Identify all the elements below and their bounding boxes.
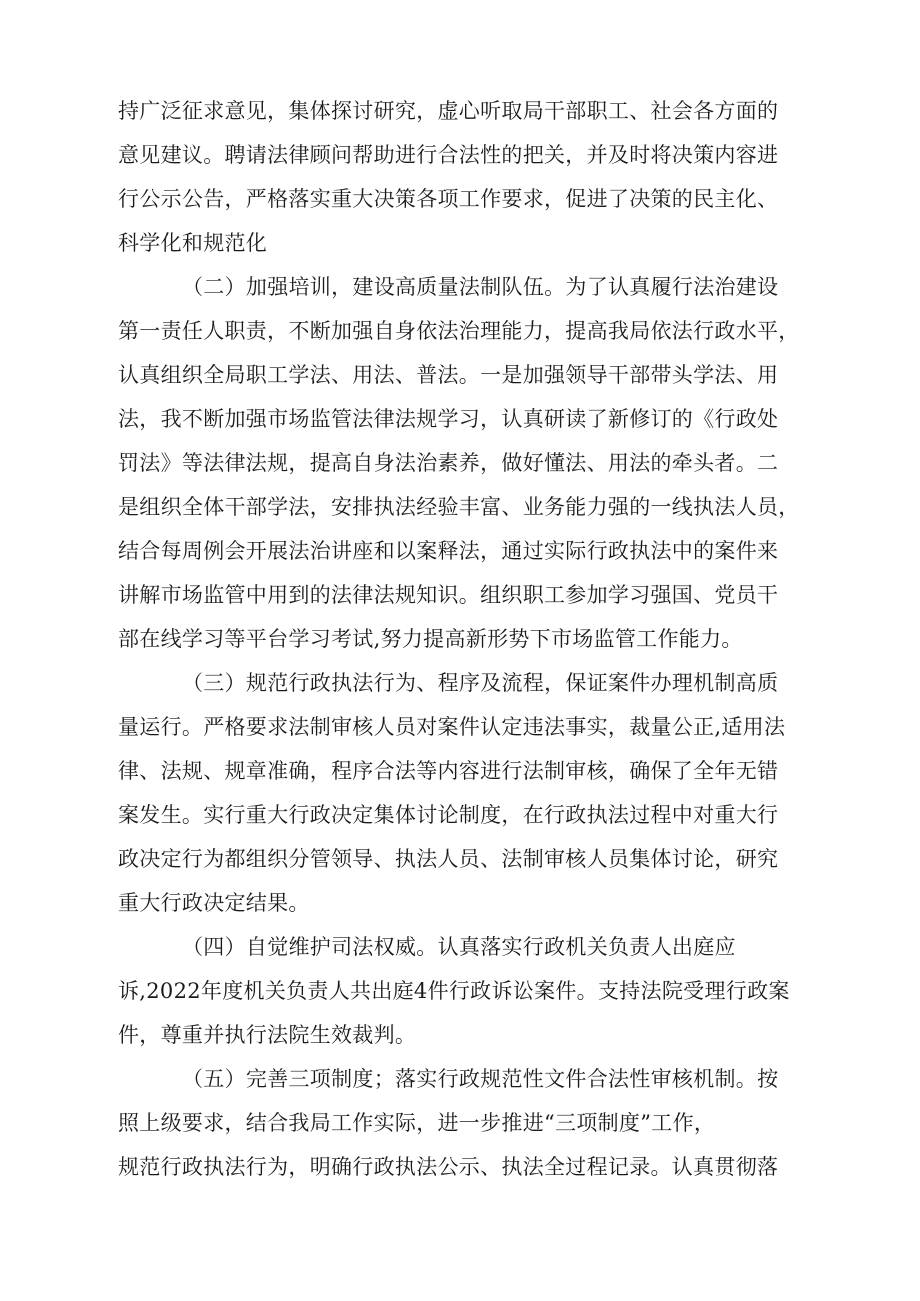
paragraph-line: 诉,2022年度机关负责人共出庭4件行政诉讼案件。支持法院受理行政案: [118, 979, 790, 1003]
paragraph-line: 意见建议。聘请法律顾问帮助进行合法性的把关，并及时将决策内容进: [118, 143, 779, 167]
paragraph-line: 案发生。实行重大行政决定集体讨论制度，在行政执法过程中对重大行: [118, 803, 779, 827]
paragraph-line: 重大行政决定结果。: [118, 891, 310, 915]
paragraph-line: 持广泛征求意见，集体探讨研究，虚心听取局干部职工、社会各方面的: [118, 99, 779, 123]
paragraph-line: 科学化和规范化: [118, 231, 268, 255]
paragraph-line: 结合每周例会开展法治讲座和以案释法，通过实际行政执法中的案件来: [118, 539, 779, 563]
paragraph-line: 规范行政执法行为，明确行政执法公示、执法全过程记录。认真贯彻落: [118, 1155, 779, 1179]
paragraph-line: 讲解市场监管中用到的法律法规知识。组织职工参加学习强国、党员干: [118, 583, 779, 607]
paragraph-line: 量运行。严格要求法制审核人员对案件认定违法事实，裁量公正,适用法: [118, 715, 786, 739]
paragraph-line: 部在线学习等平台学习考试,努力提高新形势下市场监管工作能力。: [118, 627, 743, 651]
paragraph-line: 照上级要求，结合我局工作实际，进一步推进“三项制度”工作，: [118, 1111, 716, 1135]
paragraph-line: 是组织全体干部学法，安排执法经验丰富、业务能力强的一线执法人员，: [118, 495, 800, 519]
section-heading-line: （五）完善三项制度；落实行政规范性文件合法性审核机制。按: [182, 1067, 779, 1091]
paragraph-line: 律、法规、规章准确，程序合法等内容进行法制审核，确保了全年无错: [118, 759, 779, 783]
paragraph-line: 政决定行为都组织分管领导、执法人员、法制审核人员集体讨论，研究: [118, 847, 779, 871]
paragraph-line: 罚法》等法律法规，提高自身法治素养，做好懂法、用法的牵头者。二: [118, 451, 779, 475]
paragraph-line: 第一责任人职责，不断加强自身依法治理能力，提高我局依法行政水平，: [118, 319, 800, 343]
paragraph-line: 认真组织全局职工学法、用法、普法。一是加强领导干部带头学法、用: [118, 363, 779, 387]
paragraph-line: 行公示公告，严格落实重大决策各项工作要求，促进了决策的民主化、: [118, 187, 779, 211]
paragraph-line: 法，我不断加强市场监管法律法规学习，认真研读了新修订的《行政处: [118, 407, 779, 431]
paragraph-line: 件，尊重并执行法院生效裁判。: [118, 1023, 417, 1047]
section-heading-line: （二）加强培训，建设高质量法制队伍。为了认真履行法治建设: [182, 275, 779, 299]
section-heading-line: （三）规范行政执法行为、程序及流程，保证案件办理机制高质: [182, 671, 779, 695]
section-heading-line: （四）自觉维护司法权威。认真落实行政机关负责人出庭应: [182, 935, 736, 959]
